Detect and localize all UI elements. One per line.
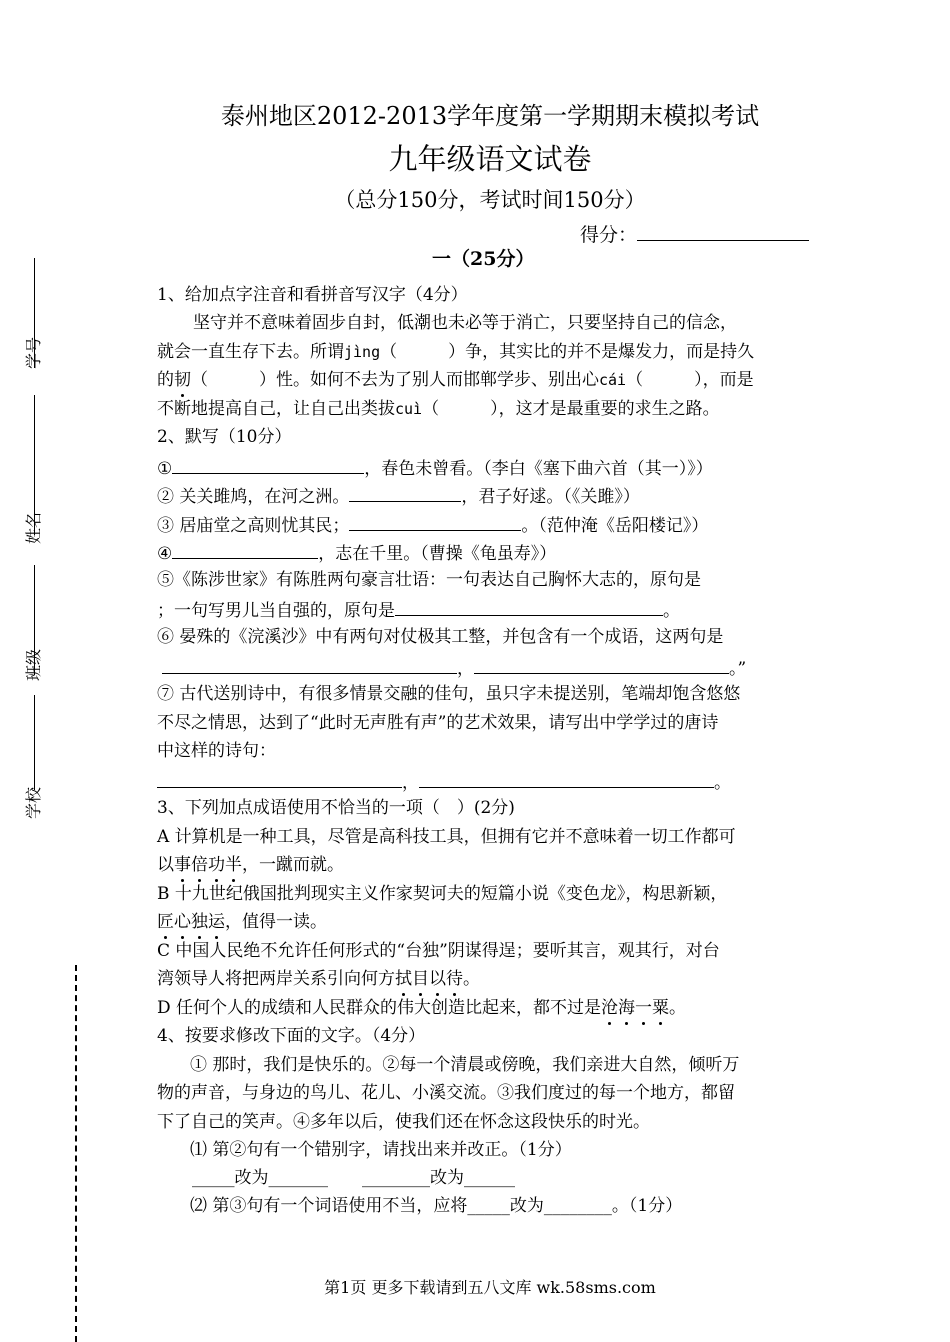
- q1-line-1: 坚守并不意味着固步自封，低潮也未必等于消亡，只要坚持自己的信念，: [193, 313, 737, 333]
- q2-heading: 2、默写（10分）: [157, 427, 292, 447]
- q4-sub-1-answer[interactable]: _____改为_______ ________改为______: [192, 1168, 515, 1188]
- margin-label-xuehao: 学号: [24, 337, 43, 370]
- paper-title: 九年级语文试卷: [388, 142, 592, 176]
- q4-sub-1: ⑴ 第②句有一个错别字，请找出来并改正。（1分）: [190, 1140, 572, 1160]
- dotted-char: 事: [174, 855, 191, 875]
- q2-item-7-line-3: 中这样的诗句：: [157, 741, 276, 761]
- score-field[interactable]: [580, 223, 809, 245]
- dotted-idiom-c: [395, 969, 463, 989]
- score-blank[interactable]: [637, 223, 809, 241]
- dotted-char: 心: [174, 912, 191, 932]
- q2-item-6-line-1: ⑥ 晏殊的《浣溪沙》中有两句对仗极其工整，并包含有一个成语，这两句是: [157, 627, 724, 647]
- q1-line-3: 的韧（ ）性。如何不去为了别人而邯郸学步、别出心cái（ ），而是: [157, 370, 754, 390]
- q2-item-7-line-2: 不尽之情思，达到了“此时无声胜有声”的艺术效果，请写出中学学过的唐诗: [157, 713, 719, 733]
- q2-item-5-line-1: ⑤《陈涉世家》有陈胜两句豪言壮语：一句表达自己胸怀大志的，原句是: [157, 570, 701, 590]
- q3-option-a-line-1: A 计算机是一种工具，尽管是高科技工具，但拥有它并不意味着一切工作都可: [157, 827, 736, 847]
- dotted-char: 一: [635, 998, 653, 1018]
- dotted-char: 粟: [652, 998, 670, 1018]
- answer-blank-1[interactable]: [172, 458, 364, 474]
- dotted-char: 拭: [395, 969, 412, 989]
- dotted-idiom-b: [157, 912, 225, 932]
- answer-blank-2[interactable]: [349, 486, 461, 502]
- q4-passage-line-3: 下了自己的笑声。④多年以后，使我们还在怀念这段快乐的时光。: [157, 1112, 650, 1132]
- q4-passage-line-2: 物的声音，与身边的鸟儿、花儿、小溪交流。③我们度过的每一个地方，都留: [157, 1083, 735, 1103]
- answer-blank-6a[interactable]: [162, 658, 457, 674]
- answer-blank-4[interactable]: [172, 543, 318, 559]
- dotted-char: 目: [412, 969, 429, 989]
- margin-label-xuexiao: 学校: [24, 787, 43, 820]
- answer-blank-7b[interactable]: [419, 772, 714, 788]
- answer-blank-3[interactable]: [349, 515, 521, 531]
- q1-line-4: 不断地提高自己，让自己出类拔cuì（ ），这才是最重要的求生之路。: [157, 399, 720, 419]
- q2-item-4: ④ ，志在千里。（曹操《龟虽寿》）: [157, 544, 557, 564]
- pinyin-jing: jìng: [344, 343, 381, 361]
- dotted-char: 匠: [157, 912, 174, 932]
- dotted-char-ren: 韧: [174, 370, 191, 390]
- score-label: 得分：: [580, 224, 638, 246]
- pinyin-cai: cái: [599, 371, 627, 389]
- answer-blank-6b[interactable]: [474, 658, 729, 674]
- q3-option-d: D 任何个人的成绩和人民群众的伟大创造比起来，都不过是沧海一粟。: [157, 998, 687, 1018]
- pinyin-cui: cuì: [395, 400, 423, 418]
- q2-item-2: ② 关关雎鸠，在河之洲。 ，君子好逑。（《关雎》）: [157, 487, 640, 507]
- q1-line-2: 就会一直生存下去。所谓jìng（ ）争，其实比的并不是爆发力，而是持久: [157, 342, 755, 362]
- margin-line-4: [34, 695, 35, 790]
- q3-option-c-line-1: C 中国人民绝不允许任何形式的“台独”阴谋得逞；要听其言，观其行，对台: [157, 941, 720, 961]
- section-one-heading: 一（25分）: [432, 248, 535, 270]
- exam-info: （总分150分，考试时间150分）: [334, 188, 646, 212]
- dotted-char: 独: [191, 912, 208, 932]
- q2-item-7-line-4: ， 。: [157, 772, 731, 792]
- q4-sub-2: ⑵ 第③句有一个词语使用不当，应将_____改为________。（1分）: [190, 1196, 683, 1216]
- exam-title: 泰州地区2012-2013学年度第一学期期末模拟考试: [220, 102, 760, 130]
- dotted-char: 沧: [601, 998, 619, 1018]
- q2-item-6-line-2: ， 。”: [162, 658, 746, 678]
- q2-item-7-line-1: ⑦ 古代送别诗中，有很多情景交融的佳句，虽只字未提送别，笔端却饱含悠悠: [157, 684, 741, 704]
- q3-option-c-line-2: 湾领导人将把两岸关系引向何方拭目以待。: [157, 969, 480, 989]
- answer-blank-7a[interactable]: [157, 772, 402, 788]
- dotted-idiom-d: [601, 998, 669, 1018]
- q2-item-1: ① ，春色未曾看。（李白《塞下曲六首（其一）》）: [157, 459, 713, 479]
- q2-item-5-line-2: ；一句写男儿当自强的，原句是 。: [157, 601, 680, 621]
- answer-blank-5[interactable]: [395, 600, 663, 616]
- q3-option-a-line-2: 以事倍功半，一蹴而就。: [157, 855, 344, 875]
- dotted-idiom-a: [174, 855, 242, 875]
- margin-label-xingming: 姓名: [24, 512, 43, 545]
- dotted-char: 待: [446, 969, 463, 989]
- q3-heading: 3、下列加点成语使用不恰当的一项（ ）(2分): [157, 798, 515, 818]
- q2-item-3: ③ 居庙堂之高则忧其民； 。（范仲淹《岳阳楼记》）: [157, 516, 709, 536]
- q4-passage-line-1: ① 那时，我们是快乐的。②每一个清晨或傍晚，我们亲进大自然，倾听万: [190, 1055, 740, 1075]
- dotted-char: 功: [208, 855, 225, 875]
- dotted-char: 倍: [191, 855, 208, 875]
- margin-label-banji: 班级: [24, 649, 43, 682]
- dotted-char: 半: [225, 855, 242, 875]
- page-footer: 第1页 更多下载请到五八文库 wk.58sms.com: [324, 1278, 656, 1297]
- dotted-char: 以: [429, 969, 446, 989]
- dotted-char: 海: [618, 998, 636, 1018]
- q3-option-b-line-1: B 十九世纪俄国批判现实主义作家契诃夫的短篇小说《变色龙》，构思新颖，: [157, 884, 728, 904]
- q1-heading: 1、给加点字注音和看拼音写汉字（4分）: [157, 285, 468, 305]
- q4-heading: 4、按要求修改下面的文字。（4分）: [157, 1026, 426, 1046]
- dotted-char: 运: [208, 912, 225, 932]
- q3-option-b-line-2: 匠心独运，值得一读。: [157, 912, 327, 932]
